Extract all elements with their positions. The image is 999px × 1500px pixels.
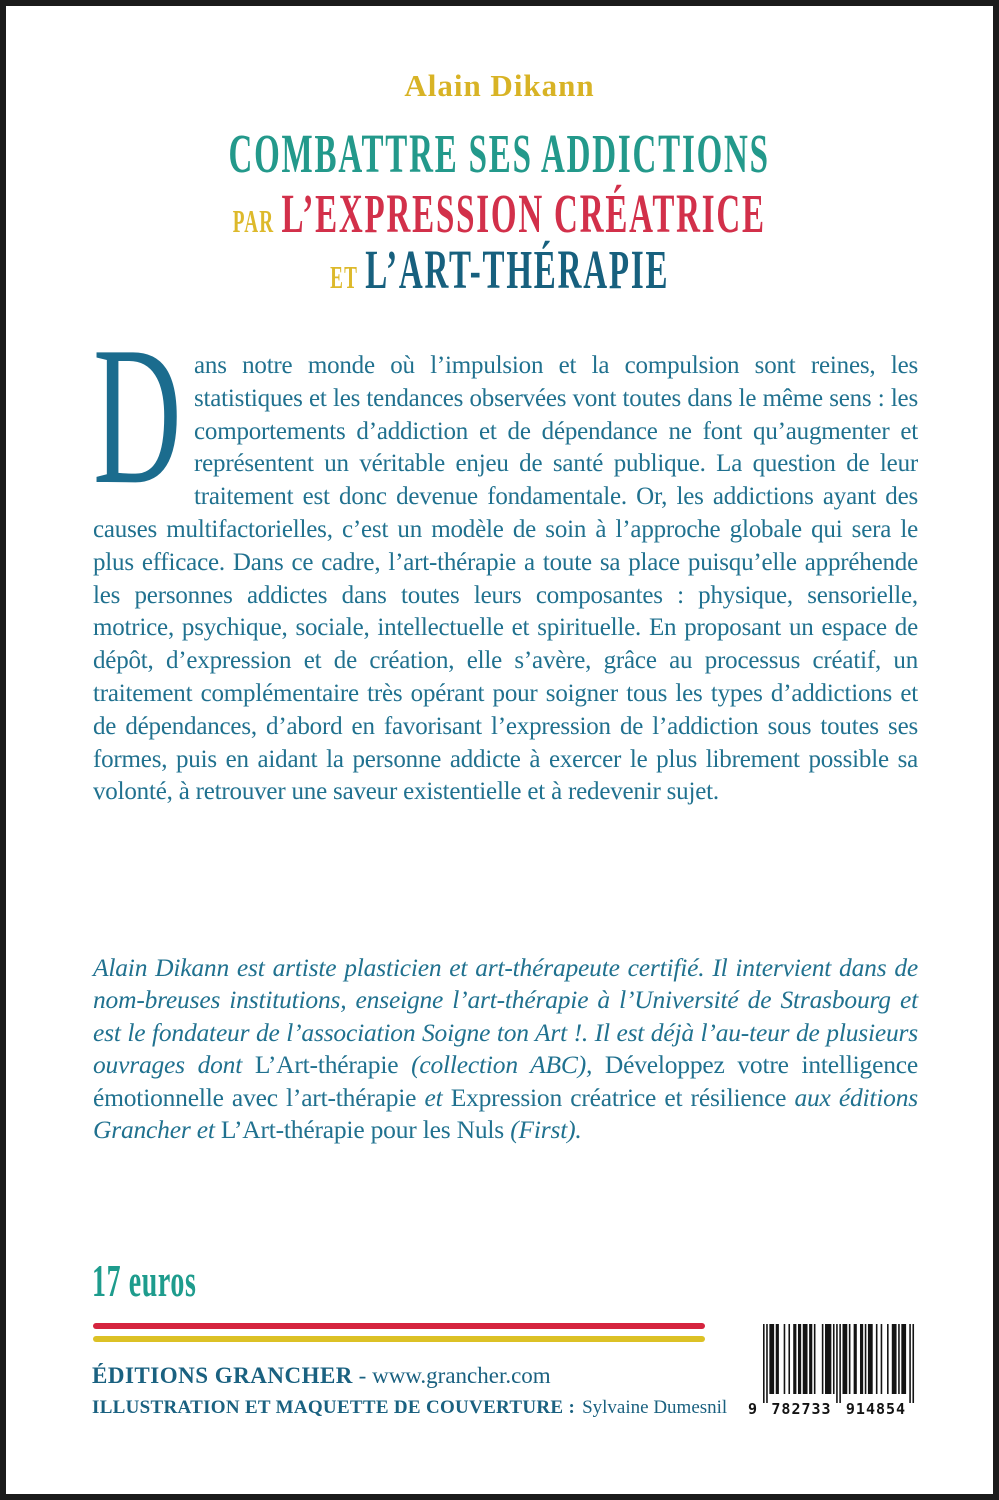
- title-prefix-par: PAR: [232, 203, 275, 239]
- price-label: 17 euros: [92, 1256, 197, 1306]
- title-main-expression: L’EXPRESSION CRÉATRICE: [281, 183, 767, 244]
- title-main-addictions: COMBATTRE SES ADDICTIONS: [228, 123, 771, 184]
- title-line-2: [6, 182, 993, 245]
- title-line-1: [6, 122, 993, 185]
- publisher-name: ÉDITIONS GRANCHER: [92, 1363, 353, 1388]
- publisher-separator: -: [352, 1363, 373, 1388]
- title-main-art-therapie: L’ART-THÉRAPIE: [365, 239, 670, 300]
- publisher-website: www.grancher.com: [372, 1363, 551, 1388]
- barcode-digits-right: 914854: [845, 1400, 907, 1418]
- red-rule: [93, 1323, 705, 1329]
- credit-name: Sylvaine Dumesnil: [582, 1397, 728, 1418]
- credit-line: [92, 1397, 727, 1419]
- barcode-digit-prefix: 9: [748, 1400, 758, 1418]
- barcode: [748, 1316, 938, 1421]
- drop-cap: D: [93, 306, 182, 525]
- barcode-digits-left: 782733: [771, 1400, 832, 1418]
- publisher-line: [92, 1363, 551, 1389]
- credit-label: ILLUSTRATION ET MAQUETTE DE COUVERTURE :: [92, 1397, 576, 1418]
- synopsis-paragraph: [93, 306, 918, 809]
- author-name: Alain Dikann: [404, 68, 595, 103]
- title-prefix-et: ET: [329, 259, 358, 295]
- yellow-rule: [93, 1336, 705, 1342]
- title-line-3: [6, 238, 993, 301]
- synopsis-text: ans notre monde où l’impulsion et la compulsion sont reines, les statistiques et les tendances observées vont toutes dans le même sens : les comportements d’addiction et de dépendance ne font qu’augmenter et représentent un véritable enjeu de santé publique. La question de leur traitement est donc devenue fondamentale. Or, les addictions ayant des causes multifactorielles, c’est un modèle de soin à l’approche globale qui sera le plus efficace. Dans ce cadre, l’art-thérapie a toute sa place puisqu’elle appréhende les personnes addictes dans toutes leurs composantes : physique, sensorielle, motrice, psychique, sociale, intellectuelle et spirituelle. En proposant un espace de dépôt, d’expression et de création, elle s’avère, grâce au processus créatif, un traitement complémentaire très opérant pour soigner tous les types d’addictions et de dépendances, d’abord en favorisant l’expression de l’addiction sous toutes ses formes, puis en aidant la personne addicte à exercer le plus librement possible sa volonté, à retrouver une saveur existentielle et à redevenir sujet.: [93, 352, 918, 806]
- author-bio: Alain Dikann est artiste plasticien et art-thérapeute certifié. Il intervient dans de nom-breuses institutions, enseigne l’art-thérapie à l’Université de Strasbourg et est le fondateur de l’association Soigne ton Art !. Il est déjà l’au-teur de plusieurs ouvrages dont L’Art-thérapie (collection ABC), Développez votre intelligence émotionnelle avec l’art-thérapie et Expression créatrice et résilience aux éditions Grancher et L’Art-thérapie pour les Nuls (First).: [93, 953, 918, 1145]
